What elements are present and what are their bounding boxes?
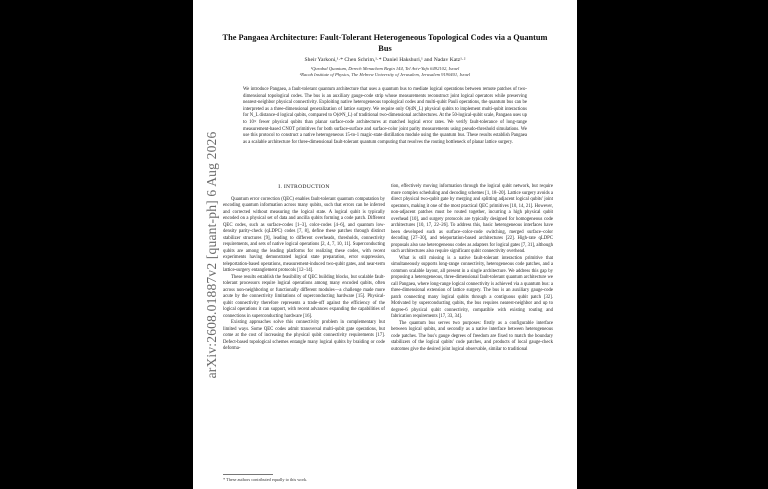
arxiv-sidebar — [200, 131, 224, 379]
affiliation-1: ¹Qurabal Quantum, Derech Menachem Begin 144, Tel Aviv-Yafo 6492102, Israel — [310, 66, 460, 71]
paper-title: The Pangaea Architecture: Fault-Tolerant Heterogeneous Topological Codes via a Quantum Bus — [222, 33, 548, 53]
affiliation-2: ²Racah Institute of Physics, The Hebrew University of Jerusalem, Jerusalem 9190401, Israel — [299, 72, 471, 77]
paragraph: Quantum error correction (QEC) enables fault-tolerant quantum computation by encoding quantum information across many qubits, such that errors can be inferred and corrected without measuring the logical state. A logical qubit is typically encoded on a physical set of data and ancilla qubits forming a code patch. Different QEC codes, such as surface-codes [1–3], color-codes [4–6], and quantum low-density parity-check (qLDPC) codes [7, 8], define these patches through distinct stabilizer structures [9], leading to different overheads, thresholds, connectivity requirements, and sets of native logical operations [2, 4, 7, 10, 11]. Superconducting qubits are among the leading platforms for realizing these codes, with recent experiments having demonstrated logical state preparation, error suppression, teleportation-based operations, measurement-induced two-qubit gates, and near-term lattice-surgery entanglement protocols [12–14]. — [223, 196, 385, 273]
right-column — [391, 184, 553, 353]
arxiv-identifier: arXiv:2608.01887v2 [quant-ph] 6 Aug 2026 — [204, 131, 219, 379]
paragraph: Existing approaches solve this connectivity problem in complementary but limited ways. Some QEC codes admit transversal multi-qubit gate operations, but come at the cost of increasing the physical qubit connectivity requirements [17]. Defect-based topological schemes entangle many logical qubits by braiding or code deforma- — [223, 320, 385, 351]
paragraph: The quantum bus serves two purposes: firstly as a configurable interface between logical qubits, and secondly as a native interface between heterogeneous code patches. The bus's gauge degrees of freedom are fixed to match the boundary stabilizers of the logical qubits' code patches, and products of local gauge-check outcomes give the desired joint logical observable, similar to traditional — [391, 320, 553, 352]
paragraph: What is still missing is a native fault-tolerant interaction primitive that simultaneously supports long-range connectivity, heterogeneous code patches, and a common scalable layout, all present in a single architecture. We address this gap by proposing a heterogeneous, three-dimensional fault-tolerant quantum architecture we call Pangaea, where long-range logical connectivity is achieved via a quantum bus: a three-dimensional extension of lattice surgery. The bus is an auxiliary gauge-code patch connecting many logical qubits through a contiguous qubit patch [32]. Motivated by superconducting qubits, the bus requires nearest-neighbor and up to degree-6 physical qubit connectivity, compatible with existing routing and fabrication requirements [17, 33, 34]. — [391, 255, 553, 319]
author-list: Sheir Yarkoni,¹·* Chen Schrim,¹·* Daniel Hakshuri,¹ and Nadav Katz¹·² — [304, 57, 466, 63]
paragraph: These results establish the feasibility of QEC building blocks, but scalable fault-tolerant processors require logical operations among many encoded qubits, often across non-neighboring or functionally different modules—a challenge made more acute by the connectivity limitations of superconducting hardware [15]. Physical-qubit connectivity therefore represents a trade-off against the efficiency of the logical operations it can support, with recent advances expanding the capabilities of connections in superconducting hardware [16]. — [223, 274, 385, 319]
left-column — [223, 184, 385, 353]
footnote: * These authors contributed equally to this work. — [223, 477, 308, 482]
section-heading-introduction: I. INTRODUCTION — [278, 184, 330, 190]
abstract: We introduce Pangaea, a fault-tolerant quantum architecture that uses a quantum bus to mediate logical operations between remote patches of two-dimensional topological codes. The bus is an auxiliary gauge-code strip whose measurements reconstruct joint logical operators while preserving nearest-neighbor physical connectivity. Exploiting native heterogeneous topological codes and multi-qubit Pauli operations, the quantum bus can be interpreted as a three-dimensional generalization of lattice surgery. We require only O(dN_L) physical qubits to implement multi-qubit interactions for N_L distance-d logical qubits, compared to O(d²N_L) of traditional two-dimensional architectures. At the 50-logical-qubit scale, Pangaea uses up to 10× fewer physical qubits than planar surface-code architectures at matched logical error rates. We verify fault-tolerance of long-range measurement-based CNOT primitives for both surface-surface and surface-color joint parity measurements using pseudo-threshold simulations. We use this protocol to construct a native heterogeneous 15-to-1 magic-state distillation module using the quantum bus. These results establish Pangaea as a scalable architecture for three-dimensional fault-tolerant quantum computing that resolves the routing bottleneck of planar lattice surgery. — [243, 87, 527, 145]
footnote-divider — [223, 474, 273, 475]
paper-page — [193, 0, 577, 489]
paragraph: tion, effectively moving information through the logical qubit network, but require more complex scheduling and decoding schemes [1, 18–20]. Lattice surgery avoids a direct physical two-qubit gate by merging and splitting adjacent logical qubits' joint operators, making it one of the most practical QEC primitives [10, 14, 21]. However, non-adjacent patches must be routed together, incurring a high physical qubit overhead [10], and surgery protocols are typically designed for homogeneous code architectures [10, 17, 22–26]. To address this, basic heterogeneous interfaces have been developed such as surface–color-code switching, merged surface–color decoding [27–30], and teleportation-based architectures [22]. High-rate qLDPC proposals also use heterogeneous codes as adapters for logical gates [7, 31], although such architectures also require significant qubit connectivity overhead. — [391, 184, 553, 254]
